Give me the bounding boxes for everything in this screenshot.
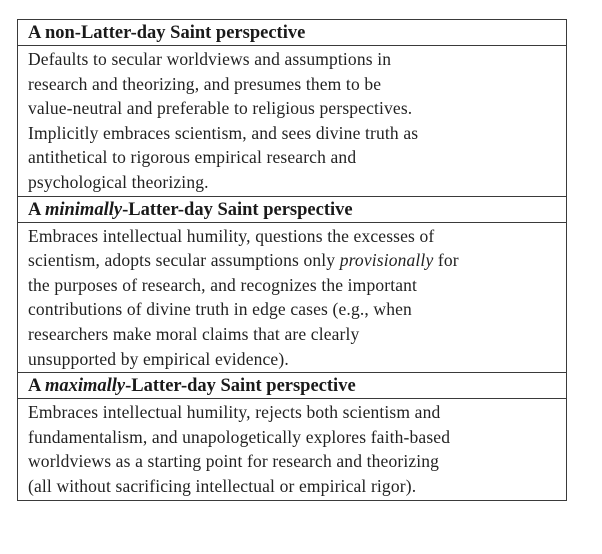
body-line: Embraces intellectual humility, questions the excesses of [28, 225, 435, 246]
section-heading-maximally-lds [18, 373, 566, 399]
section-body-minimally-lds [18, 223, 566, 374]
body-line: the purposes of research, and recognizes the important [28, 274, 418, 295]
body-line: (all without sacrificing intellectual or empirical rigor). [28, 475, 417, 496]
body-line: worldviews as a starting point for research and theorizing [28, 451, 440, 472]
body-text-suffix: for [433, 250, 459, 271]
section-body-maximally-lds [18, 399, 566, 499]
body-text-prefix: scientism, adopts secular assumptions only [28, 250, 340, 271]
body-line: researchers make moral claims that are clearly [28, 323, 360, 344]
heading-text-prefix: A [28, 376, 45, 397]
body-line: antithetical to rigorous empirical research and [28, 147, 357, 168]
heading-emphasis: minimally [44, 199, 123, 220]
body-line: fundamentalism, and unapologetically explores faith-based [28, 426, 451, 447]
body-line: contributions of divine truth in edge cases (e.g., when [28, 299, 412, 320]
body-line-with-emphasis [28, 248, 560, 273]
body-line: Implicitly embraces scientism, and sees divine truth as [28, 122, 419, 143]
heading-text-suffix: -Latter-day Saint perspective [125, 376, 356, 397]
body-line: unsupported by empirical evidence). [28, 348, 289, 369]
body-line: Embraces intellectual humility, rejects both scientism and [28, 402, 441, 423]
perspectives-table [17, 19, 567, 501]
body-line: psychological theorizing. [28, 171, 209, 192]
section-heading-minimally-lds [18, 197, 566, 223]
body-line: research and theorizing, and presumes them to be [28, 73, 382, 94]
body-line: value-neutral and preferable to religious perspectives. [28, 98, 413, 119]
body-line: Defaults to secular worldviews and assumptions in [28, 49, 392, 69]
section-body-non-lds [18, 46, 566, 197]
heading-text-prefix: A [28, 199, 45, 220]
section-heading-non-lds [18, 20, 566, 46]
heading-emphasis: maximally [44, 376, 126, 397]
heading-text: A non-Latter-day Saint perspective [28, 23, 306, 43]
body-emphasis: provisionally [339, 250, 434, 271]
heading-text-suffix: -Latter-day Saint perspective [122, 199, 353, 220]
